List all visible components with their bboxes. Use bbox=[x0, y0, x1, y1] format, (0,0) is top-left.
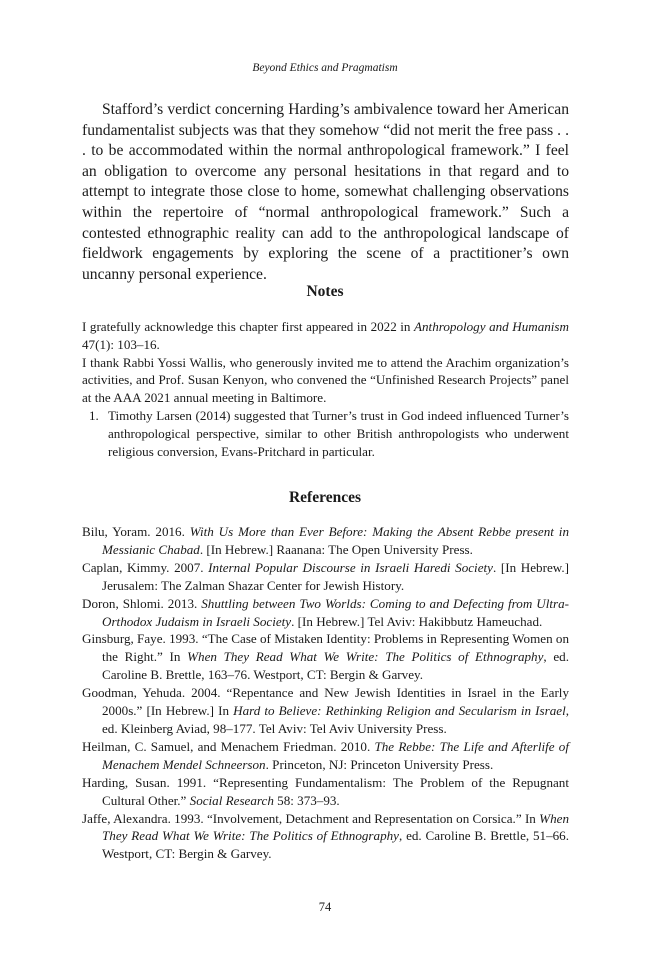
notes-section bbox=[82, 318, 569, 460]
reference-author-date: Ginsburg, Faye. 1993. “The Case of Mistaken Identity: Problems in Representing Women on the Right.” In bbox=[82, 631, 569, 665]
references-list bbox=[82, 523, 569, 863]
reference-title: Shuttling between Two Worlds: Coming to and Defecting from Ultra-Orthodox Judaism in Israeli Society bbox=[102, 595, 570, 629]
note-item bbox=[82, 407, 569, 460]
reference-entry bbox=[82, 523, 569, 559]
notes-heading: Notes bbox=[306, 283, 344, 300]
reference-entry bbox=[82, 774, 569, 810]
body-paragraph: Stafford’s verdict concerning Harding’s ambivalence toward her American fundamentalist subjects was that they somehow “did not merit the free pass . . . to be accommodated within the normal anthropological framework.” I feel an obligation to overcome any personal hesitations in that regard and to attempt to integrate those close to home, somewhat challenging observations within the repertoire of “normal anthropological framework.” Such a contested ethnographic reality can add to the anthropological landscape of fieldwork engagements by exploring the scene of a practitioner’s own uncanny personal experience. bbox=[82, 101, 569, 283]
reference-author-date: Harding, Susan. 1991. “Representing Fundamentalism: The Problem of the Repugnant Cultural Other.” bbox=[82, 774, 569, 808]
reference-author-date: Goodman, Yehuda. 2004. “Repentance and New Jewish Identities in Israel in the Early 2000s.” [In Hebrew.] In bbox=[82, 685, 569, 719]
acknowledgment-note bbox=[82, 318, 569, 354]
reference-publication: , ed. Kleinberg Aviad, 98–177. Tel Aviv: Tel Aviv University Press. bbox=[102, 703, 569, 736]
references-heading: References bbox=[288, 489, 361, 506]
reference-entry bbox=[82, 738, 569, 774]
reference-entry bbox=[82, 630, 569, 684]
page-number: 74 bbox=[318, 900, 332, 914]
reference-author-date: Heilman, C. Samuel, and Menachem Friedman. 2010. bbox=[82, 738, 375, 754]
reference-title: Social Research bbox=[189, 792, 274, 808]
reference-author-date: Caplan, Kimmy. 2007. bbox=[82, 559, 209, 575]
reference-publication: . [In Hebrew.] Tel Aviv: Hakibbutz Hameuchad. bbox=[291, 613, 543, 629]
reference-entry bbox=[82, 810, 569, 864]
note-number: 1. bbox=[89, 407, 99, 423]
reference-author-date: Bilu, Yoram. 2016. bbox=[82, 524, 190, 539]
reference-title: The Rebbe: The Life and Afterlife of Menachem Mendel Schneerson bbox=[102, 738, 569, 772]
reference-entry bbox=[82, 559, 569, 595]
acknowledgment-text: I gratefully acknowledge this chapter first appeared in 2022 in bbox=[82, 319, 415, 334]
reference-publication: . [In Hebrew.] Jerusalem: The Zalman Shazar Center for Jewish History. bbox=[102, 559, 570, 593]
reference-title: Hard to Believe: Rethinking Religion and Secularism in Israel bbox=[233, 703, 566, 719]
reference-title: When They Read What We Write: The Politics of Ethnography bbox=[102, 810, 569, 844]
reference-author-date: Doron, Shlomi. 2013. bbox=[82, 595, 202, 611]
reference-publication: , ed. Caroline B. Brettle, 51–66. Westport, CT: Bergin & Garvey. bbox=[102, 828, 569, 862]
reference-title: When They Read What We Write: The Politics of Ethnography bbox=[187, 649, 544, 665]
reference-author-date: Jaffe, Alexandra. 1993. “Involvement, Detachment and Representation on Corsica.” In bbox=[82, 810, 540, 826]
reference-entry bbox=[82, 595, 569, 631]
thanks-note: I thank Rabbi Yossi Wallis, who generously invited me to attend the Arachim organization’s activities, and Prof. Susan Kenyon, who convened the “Unfinished Research Projects” panel at the AAA 2021 annual meeting in Baltimore. bbox=[82, 354, 569, 406]
reference-publication: , ed. Caroline B. Brettle, 163–76. Westport, CT: Bergin & Garvey. bbox=[102, 649, 569, 683]
reference-title: Internal Popular Discourse in Israeli Haredi Society bbox=[208, 559, 493, 575]
journal-title: Anthropology and Humanism bbox=[414, 319, 569, 334]
reference-title: With Us More than Ever Before: Making the Absent Rebbe present in Messianic Chabad bbox=[102, 524, 569, 557]
reference-publication: 58: 373–93. bbox=[273, 792, 340, 808]
reference-entry bbox=[82, 684, 569, 738]
reference-publication: . [In Hebrew.] Raanana: The Open University Press. bbox=[199, 541, 473, 557]
running-head: Beyond Ethics and Pragmatism bbox=[252, 62, 398, 74]
notes-list bbox=[82, 407, 569, 460]
reference-publication: . Princeton, NJ: Princeton University Press. bbox=[265, 756, 494, 772]
note-text: Timothy Larsen (2014) suggested that Turner’s trust in God indeed influenced Turner’s anthropological perspective, similar to other British anthropologists who underwent religious conversion, Evans-Pritchard in particular. bbox=[108, 407, 569, 459]
acknowledgment-citation: 47(1): 103–16. bbox=[82, 336, 160, 352]
